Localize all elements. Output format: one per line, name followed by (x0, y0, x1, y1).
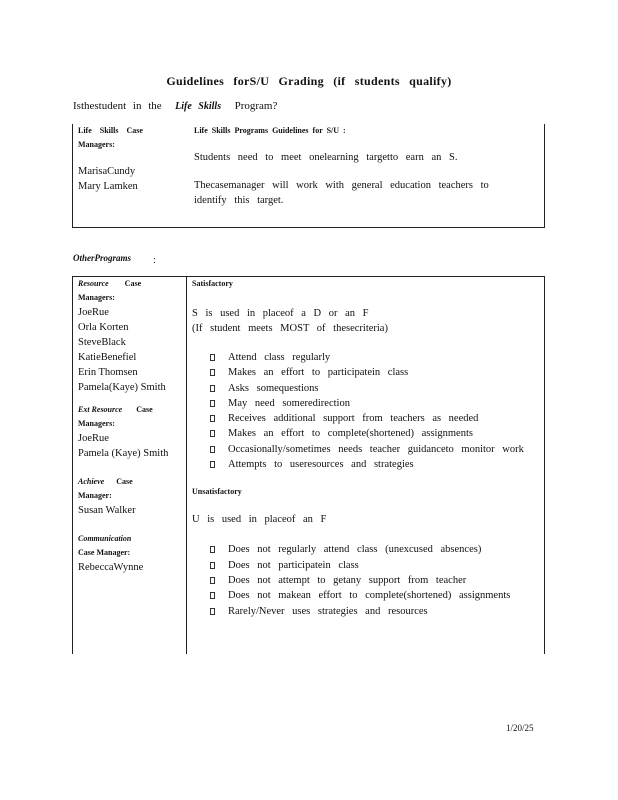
bullet-box-icon (210, 430, 215, 437)
list-item (210, 588, 544, 603)
criterion-text: Makes an effort to complete(shortened) assignments (228, 428, 473, 440)
criteria-cell (187, 277, 545, 655)
list-item (210, 573, 544, 588)
life-skills-managers-header-2: Managers: (78, 140, 115, 149)
life-skills-guidelines-header: Life Skills Programs Guidelines for S/U : (194, 126, 346, 135)
case-managers-cell (73, 277, 187, 655)
bullet-box-icon (210, 446, 215, 453)
bullet-box-icon (210, 415, 215, 422)
group-title: Achieve (78, 477, 105, 486)
life-skills-question (73, 100, 277, 114)
list-item (210, 350, 544, 365)
bullet-box-icon (210, 592, 215, 599)
list-item (210, 381, 544, 396)
manager-name: JoeRue (78, 433, 109, 444)
guideline-line: Students need to meet onelearning targetto earn an S. (194, 152, 458, 163)
bullet-box-icon (210, 562, 215, 569)
criterion-text: Occasionally/sometimes needs teacher guidanceto monitor work (228, 443, 524, 455)
guideline-line: identify this target. (194, 195, 284, 206)
guideline-line: Thecasemanager will work with general education teachers to (194, 180, 489, 191)
group-title: Resource (78, 279, 109, 288)
criterion-text: Does not regularly attend class (unexcused absences) (228, 544, 482, 556)
list-item (210, 457, 544, 472)
group-subheader: Manager: (78, 491, 112, 500)
list-item (210, 426, 544, 441)
bullet-box-icon (210, 369, 215, 376)
other-programs-label: OtherPrograms (73, 253, 132, 263)
bullet-box-icon (210, 354, 215, 361)
question-program-name: Life Skills (175, 101, 222, 112)
manager-name: Pamela (Kaye) Smith (78, 448, 169, 459)
criterion-text: May need someredirection (228, 397, 350, 409)
footer-date: 1/20/25 (506, 723, 534, 733)
group-title-rest: Case (116, 477, 133, 486)
life-skills-managers-cell (73, 124, 187, 228)
manager-name: SteveBlack (78, 337, 126, 348)
group-subheader: Managers: (78, 293, 115, 302)
group-title-rest: Case (124, 279, 142, 288)
life-skills-table (72, 124, 545, 228)
satisfactory-rule: S is used in placeof a D or an F (192, 308, 369, 319)
list-item (210, 411, 544, 426)
group-header (78, 277, 186, 291)
list-item (210, 604, 544, 619)
group-title: Communication (78, 534, 132, 543)
manager-name: RebeccaWynne (78, 562, 144, 573)
criterion-text: Receives additional support from teachers as needed (228, 413, 479, 425)
manager-name: Orla Korten (78, 322, 129, 333)
unsatisfactory-rule: U is used in placeof an F (192, 514, 327, 526)
manager-name: Mary Lamken (78, 181, 138, 192)
criterion-text: Does not makean effort to complete(shortened) assignments (228, 590, 511, 602)
criterion-text: Makes an effort to participatein class (228, 367, 409, 379)
group-subheader: Managers: (78, 419, 115, 428)
manager-name: JoeRue (78, 307, 109, 318)
other-programs-colon: : (153, 255, 156, 266)
list-item (210, 542, 544, 557)
satisfactory-header: Satisfactory (192, 279, 233, 288)
group-title-rest: Case (136, 405, 153, 414)
group-subheader: Case Manager: (78, 548, 131, 557)
manager-name: Erin Thomsen (78, 367, 138, 378)
bullet-box-icon (210, 385, 215, 392)
other-programs-table (72, 276, 545, 654)
unsatisfactory-header: Unsatisfactory (192, 487, 242, 497)
criterion-text: Rarely/Never uses strategies and resources (228, 605, 428, 617)
manager-name: MarisaCundy (78, 166, 136, 177)
list-item (210, 558, 544, 573)
bullet-box-icon (210, 400, 215, 407)
unsatisfactory-criteria-list (192, 542, 544, 618)
criterion-text: Does not participatein class (228, 559, 359, 571)
bullet-box-icon (210, 461, 215, 468)
criterion-text: Attend class regularly (228, 352, 331, 363)
group-header (78, 403, 186, 417)
life-skills-guidelines-cell (186, 124, 545, 228)
manager-name: KatieBenefiel (78, 352, 137, 363)
bullet-box-icon (210, 546, 215, 553)
criterion-text: Does not attempt to getany support from teacher (228, 574, 467, 586)
question-text-start: Isthestudent in the (73, 100, 162, 112)
group-header (78, 475, 186, 489)
satisfactory-rule-note: (If student meets MOST of thesecriteria) (192, 323, 388, 334)
bullet-box-icon (210, 608, 215, 615)
manager-name: Pamela(Kaye) Smith (78, 382, 166, 393)
criterion-text: Asks somequestions (228, 382, 319, 394)
list-item (210, 396, 544, 411)
satisfactory-criteria-list (192, 350, 544, 472)
criterion-text: Attempts to useresources and strategies (228, 459, 414, 471)
group-title: Ext Resource (78, 405, 123, 414)
life-skills-managers-header: Life Skills Case (78, 126, 143, 135)
bullet-box-icon (210, 577, 215, 584)
manager-name: Susan Walker (78, 505, 136, 516)
list-item (210, 365, 544, 380)
page-title: Guidelines forS/U Grading (if students qualify) (166, 74, 452, 88)
question-text-end: Program? (234, 100, 278, 112)
list-item (210, 442, 544, 457)
group-header (78, 532, 186, 546)
